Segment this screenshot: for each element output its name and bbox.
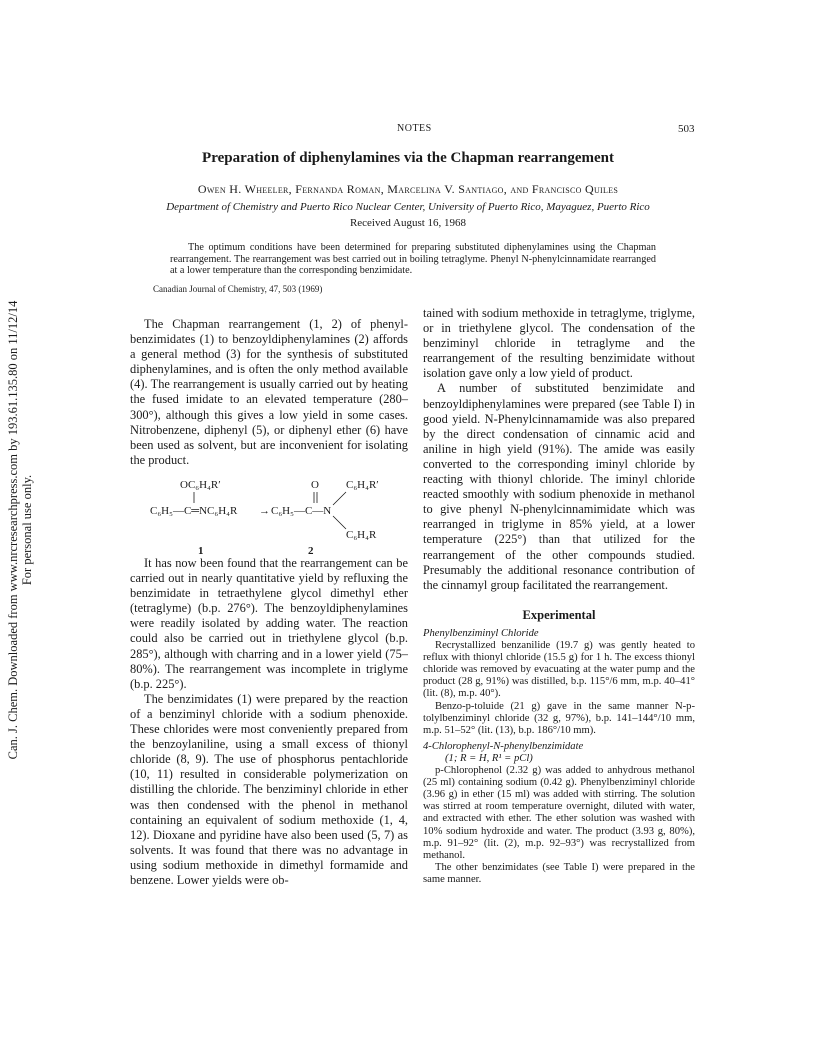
affiliation: Department of Chemistry and Puerto Rico Nuclear Center, University of Puerto Rico, Mayaguez, Puerto Rico — [166, 201, 650, 213]
reaction-scheme-svg — [130, 476, 408, 556]
abstract: The optimum conditions have been determined for preparing substituted diphenylamines using the Chapman rearrangement. The rearrangement was best carried out in boiling tetraglyme. Phenyl N-phenylcinnamidate rearranged at a lower temperature than the corresponding benzimidate. — [170, 242, 656, 276]
reaction-scheme — [130, 476, 408, 556]
running-head: NOTES — [397, 123, 432, 134]
scheme-arrow: → — [259, 505, 270, 517]
scheme-oc6h4r: OC₆H₄R′ — [180, 479, 221, 491]
article-title: Preparation of diphenylamines via the Chapman rearrangement — [202, 150, 614, 166]
scheme-label-1: 1 — [198, 545, 204, 556]
authors: Owen H. Wheeler, Fernanda Roman, Marcelina V. Santiago, and Francisco Quiles — [197, 182, 619, 196]
page-number: 503 — [678, 123, 695, 135]
scheme-reactant: C₆H₅—C═NC₆H₄R — [150, 505, 238, 517]
left-column-body — [130, 556, 408, 888]
left-column-intro — [130, 317, 408, 468]
paragraph-intro: The Chapman rearrangement (1, 2) of phenyl-benzimidates (1) to benzoyldiphenylamines (2) affords a general method (3) for the synthesis of substituted diphenylamines, and is often the only method available (4). The rearrangement is usually carried out by heating the fused imidate to an elevated temperature (280–300°), although this gives a low yield in some cases. Nitrobenzene, diphenyl (5), or diphenyl ether (6) have been used as solvent, but are inconvenient for isolating the product. — [130, 317, 408, 467]
scheme-oxygen: O — [311, 479, 319, 491]
paragraph-chlorophenol: p-Chlorophenol (2.32 g) was added to anhydrous methanol (25 ml) containing sodium (0.42 g). Phenylbenziminyl chloride (3.96 g) in ether (15 ml) was added with stirring. The solution was stirred at room temperature overnight, diluted with water, and extracted with ether. The ether solution was washed with 10% sodium hydroxide and water. The product (3.93 g, 80%), m.p. 91–92° (lit. (2), m.p. 92–93°) was recrystallized from methanol. — [423, 765, 695, 861]
paragraph-other-benzimidates: The other benzimidates (see Table I) were prepared in the same manner. — [423, 861, 695, 885]
received-date: Received August 16, 1968 — [349, 217, 467, 229]
scheme-bottom-right: C₆H₄R — [346, 529, 377, 541]
experimental-section — [423, 628, 695, 886]
experimental-heading: Experimental — [522, 608, 596, 622]
journal-citation: Canadian Journal of Chemistry, 47, 503 (1969) — [153, 284, 323, 294]
subheading-phenylbenziminyl: Phenylbenziminyl Chloride — [423, 628, 539, 639]
paragraph-substituted: A number of substituted benzimidate and benzoyldiphenylamines were prepared (see Table I) in good yield. N-Phenylcinnamamide was also prepared by the direct condensation of cinnamic acid and aniline in high yield (91%). The amide was easily converted to the corresponding iminyl chloride by reacting with thionyl chloride. The iminyl chloride reacted smoothly with sodium phenoxide in methanol to give phenyl N-phenylcinnamimidate which was rearranged in triglyme in 85% yield, at a lower temperature (225°) than that utilized for the rearrangement of the other compounds studied. Presumably the additional resonance contribution of the cinnamyl group facilitated the rearrangement. — [423, 381, 695, 592]
subheading-chlorophenyl: 4-Chlorophenyl-N-phenylbenzimidate — [423, 740, 584, 752]
scheme-top-right: C₆H₄R′ — [346, 479, 379, 491]
download-notice-line1: Can. J. Chem. Downloaded from www.nrcresearchpress.com by 193.61.135.80 on 11/12/14 — [6, 300, 20, 760]
download-notice — [6, 250, 34, 810]
paragraph-benzo-toluide: Benzo-p-toluide (21 g) gave in the same manner N-p-tolylbenziminyl chloride (32 g, 97%), b.p. 141–144°/10 mm, m.p. 51–52° (lit. (13), b.p. 186°/10 mm). — [423, 700, 695, 736]
paragraph-benzanilide: Recrystallized benzanilide (19.7 g) was gently heated to reflux with thionyl chloride (15.5 g) for 1 h. The excess thionyl chloride was removed by evacuating at the water pump and the product (28 g, 91%) was distilled, b.p. 115°/6 mm, m.p. 40–41° (lit. (8), m.p. 40°). — [423, 640, 695, 700]
scheme-product: C₆H₅—C—N — [271, 505, 332, 517]
download-notice-line2: For personal use only. — [20, 474, 34, 586]
right-column-body — [423, 306, 695, 593]
subheading-chlorophenyl-formula: (1; R = H, R¹ = pCl) — [445, 752, 533, 764]
scheme-label-2: 2 — [308, 545, 314, 556]
paragraph-rearrangement: It has now been found that the rearrangement can be carried out in nearly quantitative yield by refluxing the benzimidate in tetraethylene glycol dimethyl ether (tetraglyme) (b.p. 276°). The benzoyldiphenylamines were readily isolated by adding water. The reaction could also be carried out in triethylene glycol (b.p. 285°), although with charring and in a lower yield (75–80%). The rearrangement was incomplete in triglyme (b.p. 225°). — [130, 556, 408, 691]
paragraph-continued: tained with sodium methoxide in tetraglyme, triglyme, or in triethylene glycol. The condensation of the benziminyl chloride in tetraglyme and the rearrangement of the resulting benzimidate without isolation gave only a low yield of product. — [423, 306, 695, 381]
paragraph-benzimidates: The benzimidates (1) were prepared by the reaction of a benziminyl chloride with a sodium phenoxide. These chlorides were most conveniently prepared from the benzoylaniline, using a small excess of thionyl chloride (8, 9). The use of phosphorus pentachloride (10, 11) resulted in considerable polymerization on distilling the chloride. The benziminyl chloride in ether was then condensed with the phenol in methanol containing an equivalent of sodium methoxide (1, 4, 12). Dioxane and pyridine have also been used (5, 7) as solvents. It was found that there was no advantage in using sodium methoxide in dimethyl formamide and benzene. Lower yields were ob- — [130, 691, 408, 887]
